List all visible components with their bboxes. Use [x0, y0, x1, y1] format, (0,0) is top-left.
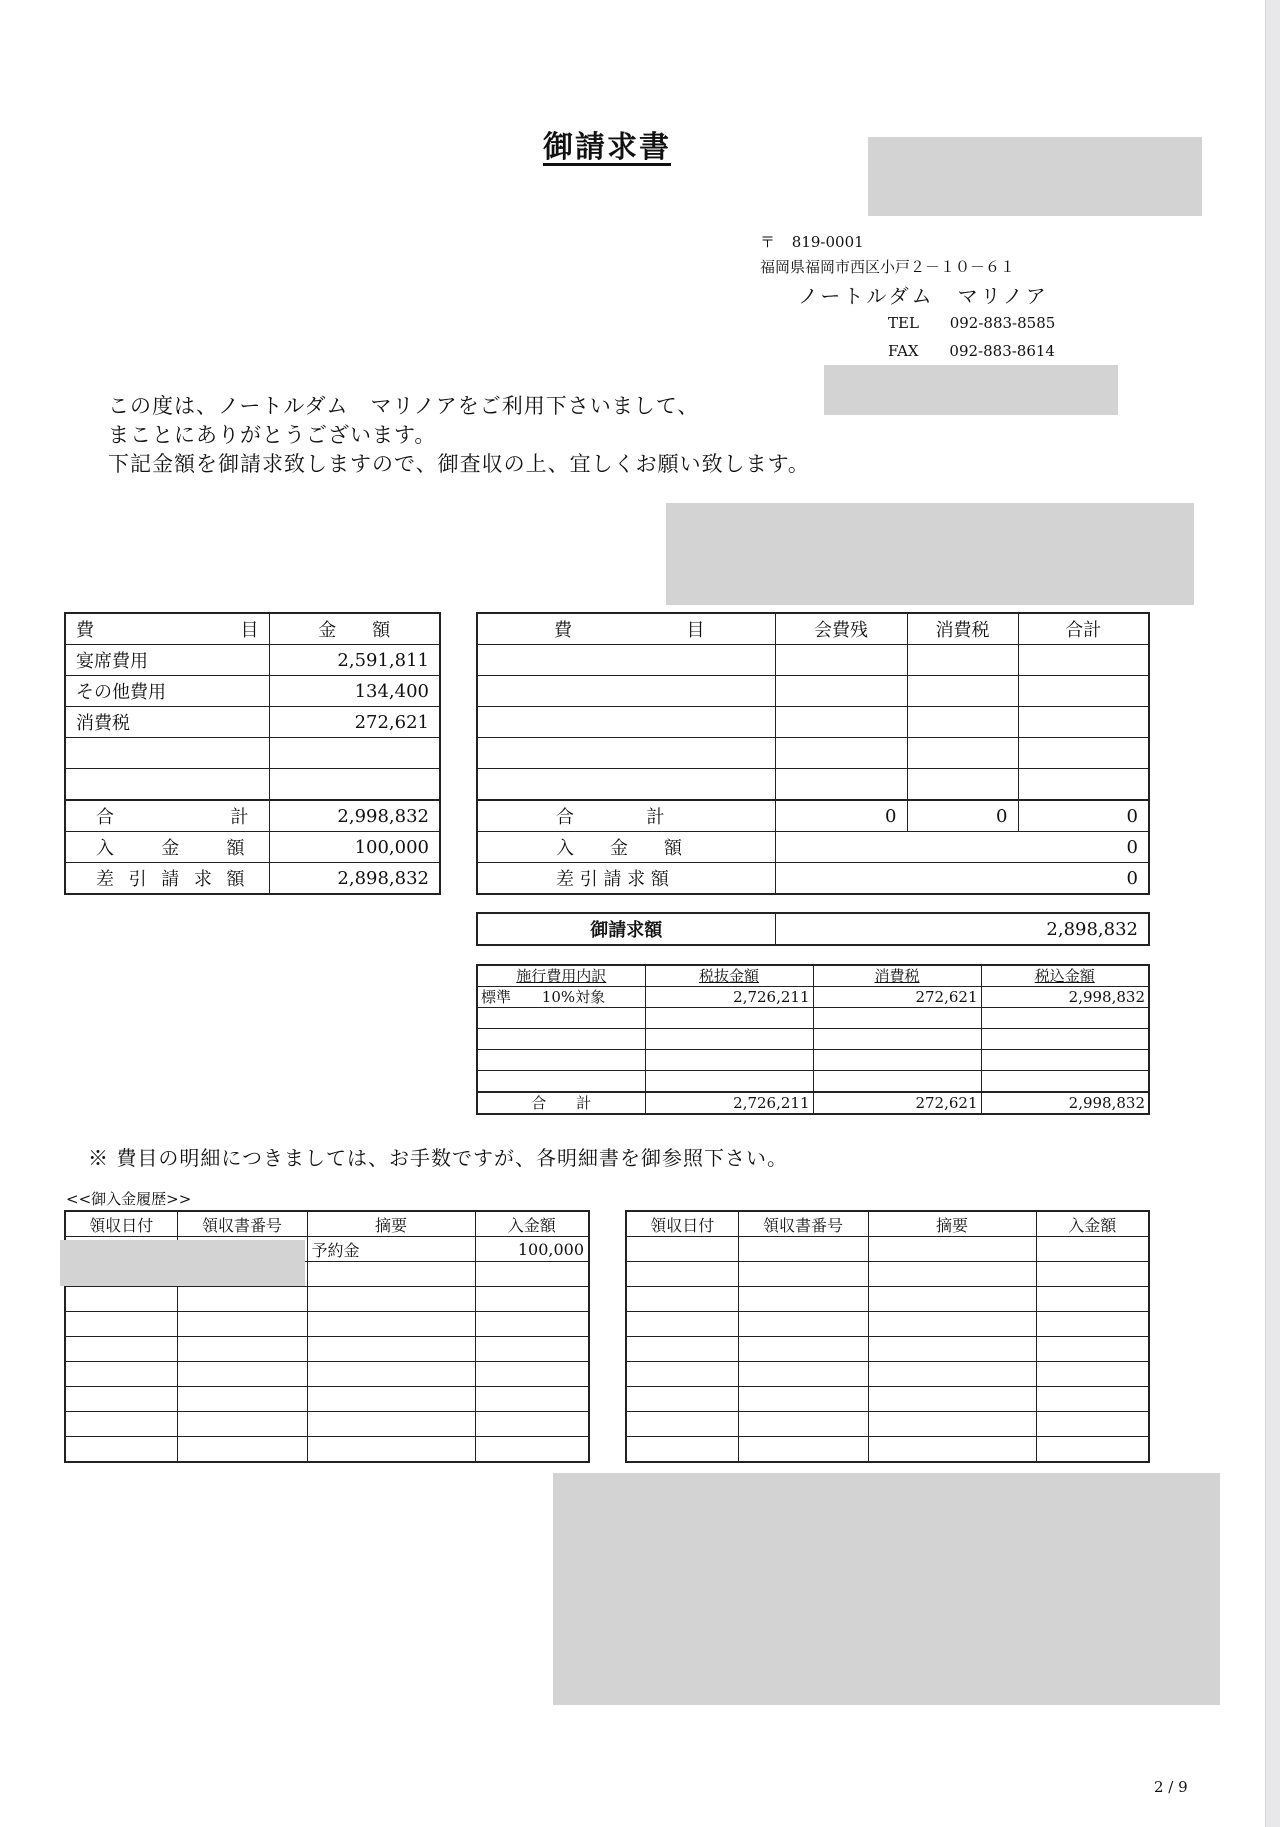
fee-item: 消費税	[65, 707, 269, 738]
empty-cell	[813, 1071, 981, 1093]
table-row	[65, 645, 440, 676]
bill-label: 御請求額	[477, 913, 775, 945]
empty-cell	[738, 1287, 868, 1312]
table-row	[626, 1211, 1149, 1237]
tax-rate: 10%対象	[541, 988, 606, 1006]
table-row	[477, 1008, 1149, 1029]
header-amount: 入金額	[475, 1211, 589, 1237]
empty-cell	[65, 1312, 177, 1337]
empty-cell	[307, 1362, 475, 1387]
empty-cell	[1018, 707, 1149, 738]
table-row	[477, 987, 1149, 1008]
empty-cell	[65, 1337, 177, 1362]
empty-cell	[475, 1437, 589, 1463]
fee-amount: 272,621	[269, 707, 440, 738]
header-date: 領収日付	[626, 1211, 738, 1237]
empty-cell	[65, 1362, 177, 1387]
empty-cell	[477, 769, 775, 801]
empty-cell	[738, 1262, 868, 1287]
total-pretax: 2,726,211	[645, 1092, 813, 1114]
empty-cell	[868, 1337, 1036, 1362]
header-amount: 金 額	[269, 613, 440, 645]
empty-cell	[1036, 1287, 1149, 1312]
table-row	[65, 769, 440, 801]
empty-cell	[477, 676, 775, 707]
empty-cell	[907, 707, 1018, 738]
empty-cell	[65, 1387, 177, 1412]
total-label: 合 計	[65, 800, 269, 832]
table-row	[477, 1029, 1149, 1050]
empty-cell	[65, 1437, 177, 1463]
empty-cell	[981, 1029, 1149, 1050]
empty-cell	[475, 1387, 589, 1412]
table-row	[626, 1237, 1149, 1262]
empty-cell	[775, 738, 907, 769]
balance-label: 差 引 請 求 額	[477, 863, 775, 895]
empty-cell	[626, 1262, 738, 1287]
empty-cell	[626, 1387, 738, 1412]
balance-label: 差 引 請 求 額	[65, 863, 269, 895]
empty-cell	[307, 1262, 475, 1287]
empty-cell	[738, 1362, 868, 1387]
empty-cell	[981, 1050, 1149, 1071]
tel-number: 092-883-8585	[949, 314, 1056, 332]
empty-cell	[738, 1387, 868, 1412]
table-row	[65, 1362, 589, 1387]
table-row	[477, 800, 1149, 832]
empty-cell	[868, 1287, 1036, 1312]
empty-cell	[65, 738, 269, 769]
table-row	[65, 1387, 589, 1412]
empty-cell	[907, 738, 1018, 769]
empty-cell	[738, 1237, 868, 1262]
empty-cell	[645, 1008, 813, 1029]
table-row	[477, 676, 1149, 707]
table-row	[626, 1412, 1149, 1437]
empty-cell	[1036, 1262, 1149, 1287]
empty-cell	[177, 1362, 307, 1387]
postal-mark: 〒	[760, 233, 776, 251]
table-row	[65, 832, 440, 863]
empty-cell	[475, 1362, 589, 1387]
empty-cell	[477, 707, 775, 738]
fee-amount: 134,400	[269, 676, 440, 707]
table-row	[477, 738, 1149, 769]
empty-cell	[1036, 1237, 1149, 1262]
empty-cell	[477, 1071, 645, 1093]
header-taxed: 税込金額	[981, 965, 1149, 987]
empty-cell	[1036, 1337, 1149, 1362]
tax-amount: 272,621	[813, 987, 981, 1008]
table-row	[65, 1211, 589, 1237]
empty-cell	[868, 1387, 1036, 1412]
table-row	[477, 707, 1149, 738]
empty-cell	[868, 1237, 1036, 1262]
empty-cell	[65, 1287, 177, 1312]
empty-cell	[477, 1008, 645, 1029]
empty-cell	[645, 1029, 813, 1050]
balance-amount: 0	[775, 863, 1149, 895]
empty-cell	[477, 645, 775, 676]
table-row	[477, 913, 1149, 945]
member-fee-table	[476, 612, 1150, 895]
table-row	[65, 800, 440, 832]
empty-cell	[981, 1008, 1149, 1029]
fax-label: FAX	[888, 342, 919, 360]
note-text: ※ 費目の明細につきましては、お手数ですが、各明細書を御参照下さい。	[88, 1146, 788, 1170]
pretax-amount: 2,726,211	[645, 987, 813, 1008]
redacted-block	[60, 1240, 305, 1286]
empty-cell	[1036, 1412, 1149, 1437]
table-row	[65, 707, 440, 738]
table-row	[65, 1287, 589, 1312]
header-total: 合計	[1018, 613, 1149, 645]
empty-cell	[626, 1287, 738, 1312]
table-row	[65, 613, 440, 645]
fee-item: 宴席費用	[65, 645, 269, 676]
empty-cell	[177, 1287, 307, 1312]
table-row	[626, 1387, 1149, 1412]
table-row	[626, 1437, 1149, 1463]
table-row	[65, 863, 440, 895]
empty-cell	[1018, 769, 1149, 801]
empty-cell	[475, 1287, 589, 1312]
empty-cell	[645, 1071, 813, 1093]
header-tax: 消費税	[907, 613, 1018, 645]
empty-cell	[177, 1387, 307, 1412]
total-total: 0	[1018, 800, 1149, 832]
empty-cell	[907, 676, 1018, 707]
paid-amount: 0	[775, 832, 1149, 863]
tel-label: TEL	[888, 314, 919, 332]
total-tax: 272,621	[813, 1092, 981, 1114]
header-breakdown: 施行費用内訳	[477, 965, 645, 987]
table-row	[477, 965, 1149, 987]
tax-category-cell	[477, 987, 645, 1008]
table-row	[477, 645, 1149, 676]
empty-cell	[177, 1337, 307, 1362]
payment-history-label: <<御入金履歴>>	[66, 1190, 192, 1208]
total-remaining: 0	[775, 800, 907, 832]
empty-cell	[981, 1071, 1149, 1093]
greeting-line: まことにありがとうございます。	[108, 423, 437, 447]
fee-amount: 2,591,811	[269, 645, 440, 676]
header-summary: 摘要	[307, 1211, 475, 1237]
total-label: 合 計	[477, 800, 775, 832]
empty-cell	[65, 1412, 177, 1437]
bill-amount-table	[476, 912, 1150, 946]
empty-cell	[477, 1050, 645, 1071]
empty-cell	[868, 1312, 1036, 1337]
table-row	[626, 1287, 1149, 1312]
empty-cell	[626, 1412, 738, 1437]
empty-cell	[177, 1437, 307, 1463]
empty-cell	[1036, 1387, 1149, 1412]
empty-cell	[907, 769, 1018, 801]
fee-item: その他費用	[65, 676, 269, 707]
empty-cell	[626, 1312, 738, 1337]
table-row	[65, 1437, 589, 1463]
empty-cell	[626, 1237, 738, 1262]
empty-cell	[775, 676, 907, 707]
empty-cell	[738, 1437, 868, 1463]
empty-cell	[307, 1312, 475, 1337]
history-summary: 予約金	[307, 1237, 475, 1262]
table-row	[477, 613, 1149, 645]
table-row	[626, 1262, 1149, 1287]
header-amount: 入金額	[1036, 1211, 1149, 1237]
empty-cell	[775, 769, 907, 801]
empty-cell	[868, 1262, 1036, 1287]
empty-cell	[269, 738, 440, 769]
total-taxed: 2,998,832	[981, 1092, 1149, 1114]
table-row	[477, 1050, 1149, 1071]
empty-cell	[645, 1050, 813, 1071]
table-row	[626, 1362, 1149, 1387]
redacted-block	[868, 137, 1202, 216]
greeting-text	[108, 392, 810, 479]
header-tax: 消費税	[813, 965, 981, 987]
empty-cell	[813, 1029, 981, 1050]
page-edge	[1265, 0, 1280, 1827]
empty-cell	[868, 1362, 1036, 1387]
postal-code: 819-0001	[791, 233, 864, 251]
paid-amount: 100,000	[269, 832, 440, 863]
empty-cell	[1036, 1312, 1149, 1337]
tel-line	[888, 314, 1055, 332]
fax-line	[888, 342, 1055, 360]
empty-cell	[177, 1312, 307, 1337]
empty-cell	[475, 1412, 589, 1437]
fee-table	[64, 612, 441, 895]
payment-history-table-2	[625, 1210, 1150, 1463]
table-row	[626, 1312, 1149, 1337]
empty-cell	[626, 1337, 738, 1362]
empty-cell	[775, 645, 907, 676]
postal-line	[760, 231, 864, 252]
empty-cell	[907, 645, 1018, 676]
taxed-amount: 2,998,832	[981, 987, 1149, 1008]
tax-breakdown-table	[476, 964, 1150, 1115]
empty-cell	[475, 1312, 589, 1337]
table-row	[477, 832, 1149, 863]
header-summary: 摘要	[868, 1211, 1036, 1237]
empty-cell	[1036, 1437, 1149, 1463]
company-name: ノートルダム マリノア	[798, 284, 1049, 308]
empty-cell	[1018, 645, 1149, 676]
table-row	[65, 738, 440, 769]
empty-cell	[626, 1437, 738, 1463]
table-row	[65, 1312, 589, 1337]
empty-cell	[307, 1337, 475, 1362]
empty-cell	[307, 1387, 475, 1412]
redacted-block	[824, 365, 1118, 415]
table-row	[626, 1337, 1149, 1362]
history-amount: 100,000	[475, 1237, 589, 1262]
tax-total-label: 合 計	[477, 1092, 645, 1114]
header-date: 領収日付	[65, 1211, 177, 1237]
empty-cell	[813, 1050, 981, 1071]
balance-amount: 2,898,832	[269, 863, 440, 895]
total-tax: 0	[907, 800, 1018, 832]
empty-cell	[307, 1287, 475, 1312]
empty-cell	[269, 769, 440, 801]
table-row	[477, 1092, 1149, 1114]
header-remaining: 会費残	[775, 613, 907, 645]
empty-cell	[307, 1437, 475, 1463]
tax-category: 標準	[481, 988, 512, 1006]
empty-cell	[65, 769, 269, 801]
page-number: 2 / 9	[1154, 1778, 1188, 1796]
empty-cell	[475, 1262, 589, 1287]
table-row	[477, 769, 1149, 801]
empty-cell	[1036, 1362, 1149, 1387]
empty-cell	[1018, 676, 1149, 707]
header-item: 費 目	[65, 613, 269, 645]
empty-cell	[626, 1362, 738, 1387]
total-amount: 2,998,832	[269, 800, 440, 832]
table-row	[65, 1337, 589, 1362]
empty-cell	[813, 1008, 981, 1029]
redacted-block	[666, 503, 1194, 605]
header-receipt-no: 領収書番号	[738, 1211, 868, 1237]
street-address: 福岡県福岡市西区小戸２－１０－６１	[760, 258, 1016, 276]
empty-cell	[738, 1312, 868, 1337]
empty-cell	[738, 1412, 868, 1437]
empty-cell	[477, 738, 775, 769]
redacted-block	[553, 1473, 1220, 1705]
paid-label: 入 金 額	[65, 832, 269, 863]
greeting-line: この度は、ノートルダム マリノアをご利用下さいまして、	[108, 394, 700, 418]
table-row	[65, 676, 440, 707]
header-item: 費 目	[477, 613, 775, 645]
empty-cell	[868, 1412, 1036, 1437]
document-title: 御請求書	[543, 130, 671, 165]
empty-cell	[775, 707, 907, 738]
table-row	[477, 863, 1149, 895]
empty-cell	[868, 1437, 1036, 1463]
empty-cell	[177, 1412, 307, 1437]
paid-label: 入 金 額	[477, 832, 775, 863]
greeting-line: 下記金額を御請求致しますので、御査収の上、宜しくお願い致します。	[108, 452, 810, 476]
table-row	[65, 1412, 589, 1437]
header-receipt-no: 領収書番号	[177, 1211, 307, 1237]
empty-cell	[477, 1029, 645, 1050]
header-pretax: 税抜金額	[645, 965, 813, 987]
empty-cell	[475, 1337, 589, 1362]
empty-cell	[738, 1337, 868, 1362]
empty-cell	[1018, 738, 1149, 769]
empty-cell	[307, 1412, 475, 1437]
bill-amount: 2,898,832	[775, 913, 1149, 945]
table-row	[477, 1071, 1149, 1093]
fax-number: 092-883-8614	[949, 342, 1055, 360]
